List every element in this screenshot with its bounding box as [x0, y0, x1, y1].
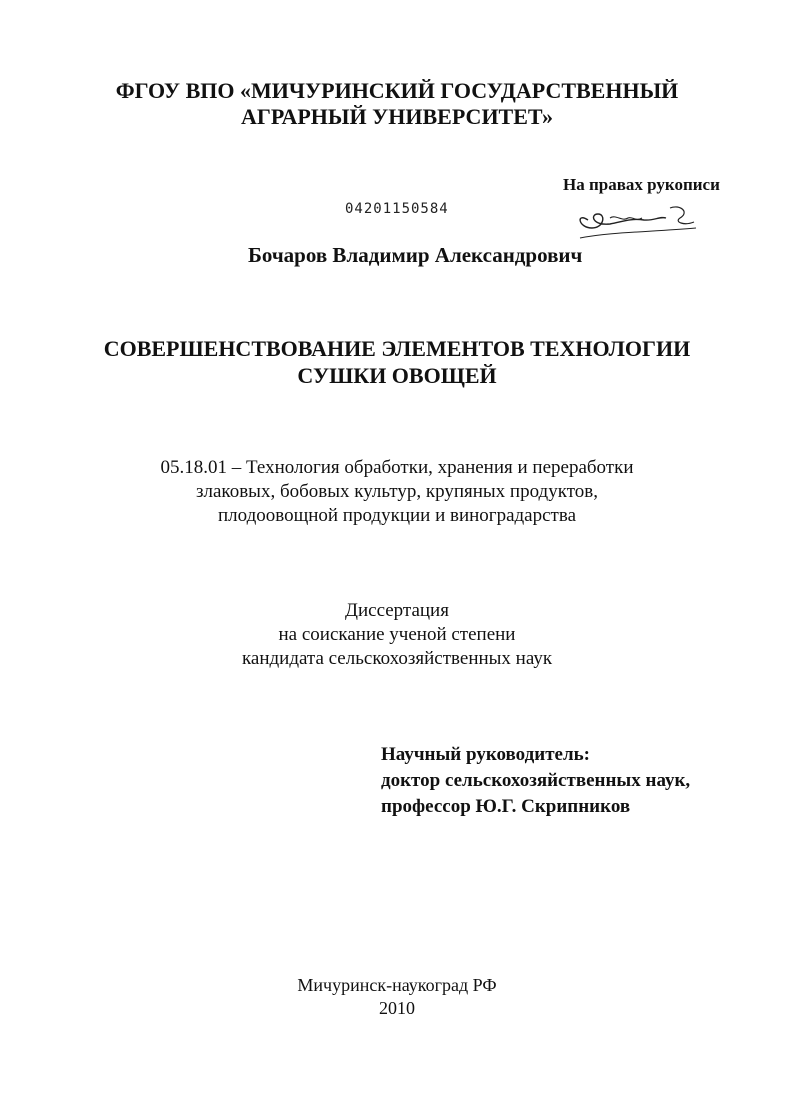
- title-line-1: СОВЕРШЕНСТВОВАНИЕ ЭЛЕМЕНТОВ ТЕХНОЛОГИИ: [103, 336, 691, 361]
- supervisor-line-1: Научный руководитель:: [381, 744, 590, 765]
- specialty: [0, 456, 794, 528]
- manuscript-note: На правах рукописи: [563, 175, 720, 194]
- place: Мичуринск-наукоград РФ: [297, 975, 497, 995]
- title-line-2: СУШКИ ОВОЩЕЙ: [297, 363, 497, 388]
- author-name: Бочаров Владимир Александрович: [248, 243, 583, 267]
- institution-line-1: ФГОУ ВПО «МИЧУРИНСКИЙ ГОСУДАРСТВЕННЫЙ: [115, 78, 679, 103]
- signature-mark: [570, 198, 700, 246]
- serial-number: 04201150584: [345, 201, 449, 217]
- dissertation-line-2: на соискание ученой степени: [278, 624, 516, 645]
- year: 2010: [379, 998, 415, 1018]
- specialty-line-3: плодоовощной продукции и виноградарства: [217, 505, 577, 526]
- supervisor-line-3: профессор Ю.Г. Скрипников: [381, 796, 631, 817]
- supervisor-block: [381, 742, 690, 820]
- dissertation-type: [0, 599, 794, 671]
- place-and-year: [0, 974, 794, 1020]
- institution-line-2: АГРАРНЫЙ УНИВЕРСИТЕТ»: [240, 104, 554, 129]
- specialty-line-2: злаковых, бобовых культур, крупяных продуктов,: [196, 481, 598, 502]
- dissertation-line-1: Диссертация: [345, 600, 449, 621]
- specialty-line-1: 05.18.01 – Технология обработки, хранения и переработки: [160, 457, 634, 478]
- institution-name: [0, 78, 794, 130]
- dissertation-line-3: кандидата сельскохозяйственных наук: [241, 648, 553, 669]
- supervisor-line-2: доктор сельскохозяйственных наук,: [381, 770, 691, 791]
- dissertation-title: [0, 335, 794, 389]
